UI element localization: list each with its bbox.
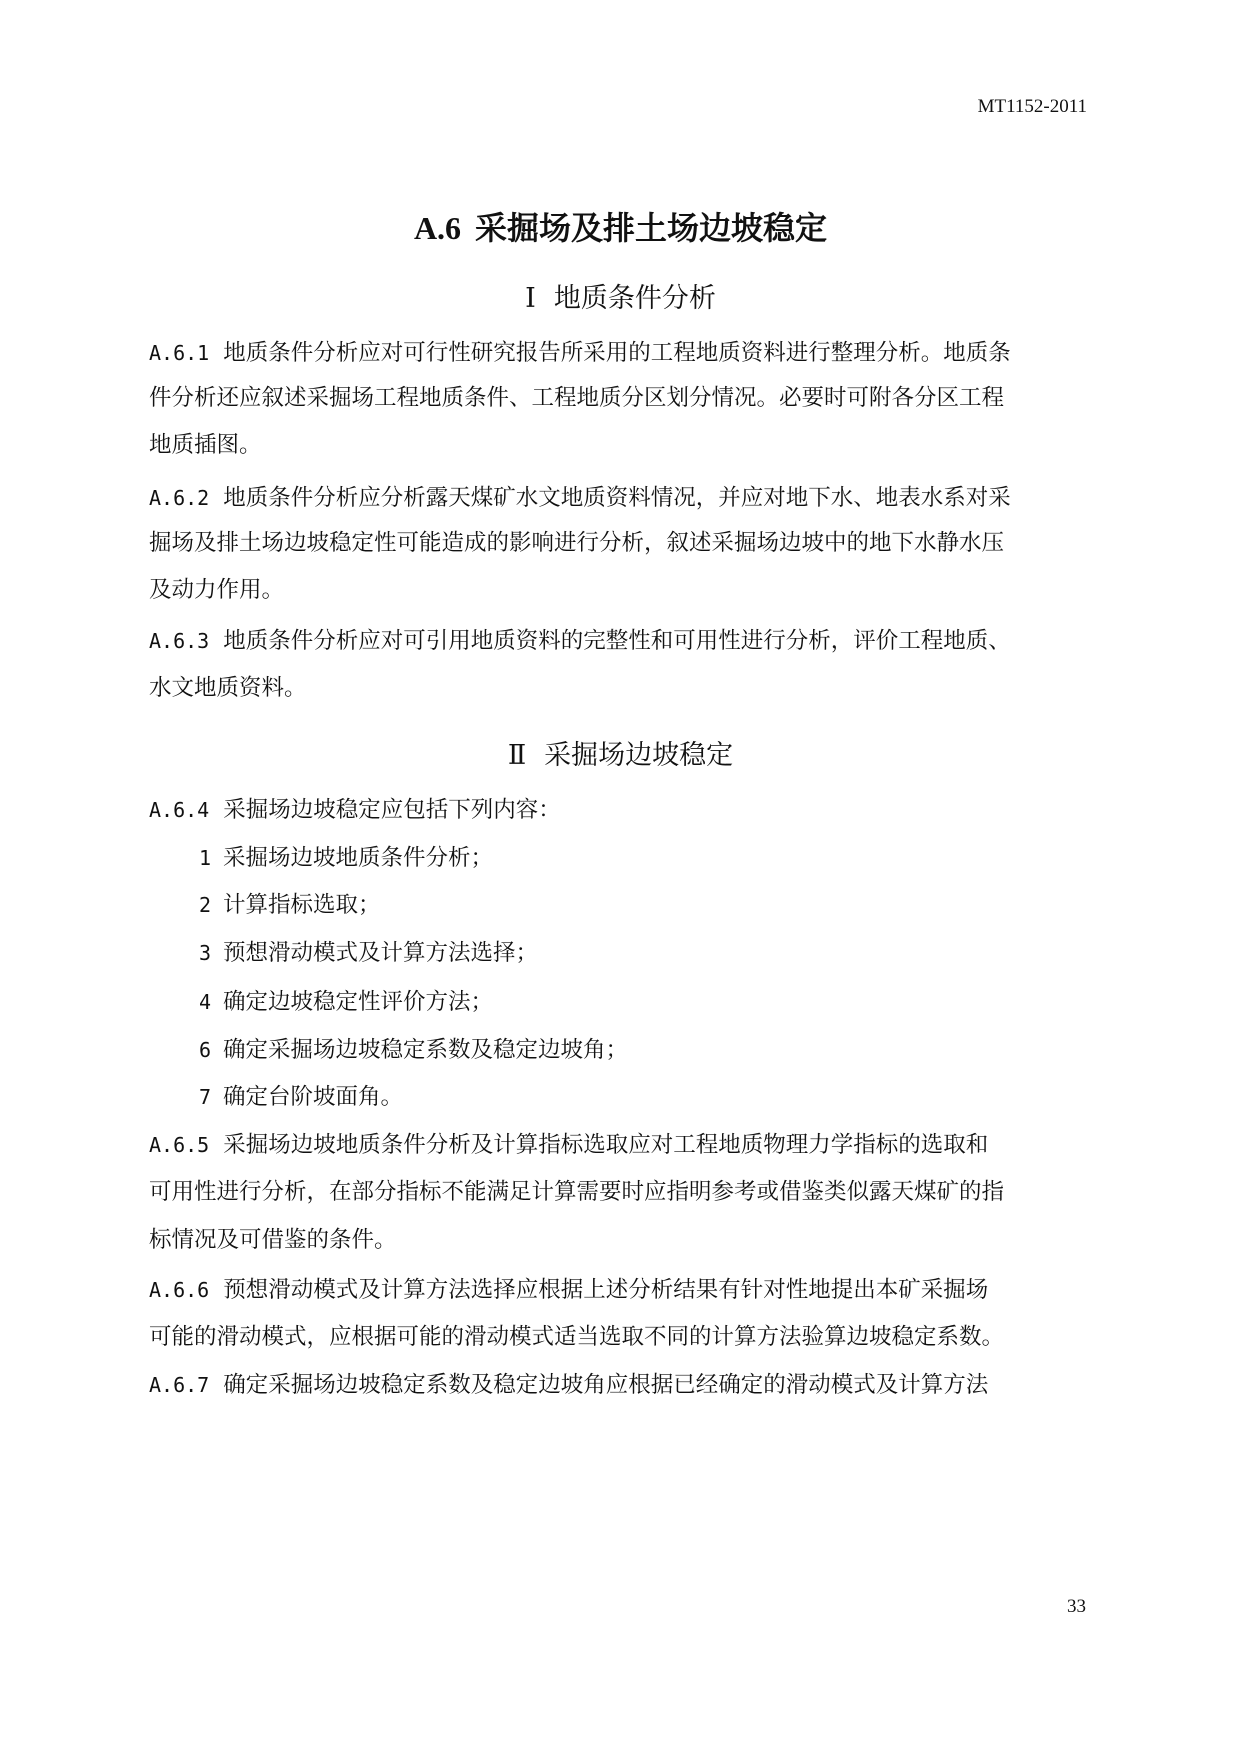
list-item-text: 确定采掘场边坡稳定系数及稳定边坡角；: [223, 1037, 629, 1063]
list-item: [199, 938, 538, 968]
clause-number: A.6.2: [149, 486, 210, 510]
section-1-roman: Ⅰ: [525, 283, 536, 313]
standard-code: MT1152-2011: [977, 96, 1087, 117]
clause-a67-line1: [149, 1370, 1085, 1400]
clause-a66-line1: [149, 1275, 1085, 1305]
section-1-title: 地质条件分析: [553, 283, 716, 314]
clause-text: 采掘场边坡地质条件分析及计算指标选取应对工程地质物理力学指标的选取和: [223, 1132, 989, 1158]
clause-number: A.6.6: [149, 1278, 210, 1302]
clause-text: 地质条件分析应对可引用地质资料的完整性和可用性进行分析，评价工程地质、: [223, 628, 1011, 654]
title-text: 采掘场及排土场边坡稳定: [475, 209, 828, 247]
clause-number: A.6.7: [149, 1373, 210, 1397]
clause-text: 预想滑动模式及计算方法选择应根据上述分析结果有针对性地提出本矿采掘场: [223, 1277, 989, 1303]
list-item-text: 确定台阶坡面角。: [223, 1084, 404, 1110]
clause-a66-line2: [149, 1322, 1085, 1352]
list-item-text: 计算指标选取；: [223, 892, 381, 918]
clause-a61-line2: [149, 383, 1085, 413]
clause-text: 地质条件分析应对可行性研究报告所采用的工程地质资料进行整理分析。地质条: [223, 340, 1011, 366]
clause-a62-line3: [149, 575, 1085, 605]
clause-a64-line1: [149, 795, 1085, 825]
section-heading-1: [0, 276, 1241, 315]
page-title: [0, 203, 1241, 249]
list-item-number: 3: [199, 941, 212, 965]
section-2-title: 采掘场边坡稳定: [544, 740, 734, 771]
clause-a61-line3: [149, 430, 1085, 460]
clause-text: 及动力作用。: [149, 577, 285, 603]
clause-text: 可能的滑动模式，应根据可能的滑动模式适当选取不同的计算方法验算边坡稳定系数。: [149, 1324, 1005, 1350]
clause-text: 确定采掘场边坡稳定系数及稳定边坡角应根据已经确定的滑动模式及计算方法: [223, 1372, 989, 1398]
clause-number: A.6.3: [149, 629, 210, 653]
clause-number: A.6.5: [149, 1133, 210, 1157]
list-item: [199, 843, 493, 873]
clause-a65-line1: [149, 1130, 1085, 1160]
clause-text: 地质插图。: [149, 432, 262, 458]
clause-a65-line3: [149, 1225, 1085, 1255]
clause-text: 可用性进行分析，在部分指标不能满足计算需要时应指明参考或借鉴类似露天煤矿的指: [149, 1179, 1005, 1205]
clause-number: A.6.4: [149, 798, 210, 822]
list-item-number: 6: [199, 1038, 212, 1062]
list-item: [199, 890, 381, 920]
list-item-text: 采掘场边坡地质条件分析；: [223, 845, 494, 871]
clause-text: 掘场及排土场边坡稳定性可能造成的影响进行分析，叙述采掘场边坡中的地下水静水压: [149, 530, 1005, 556]
clause-a62-line2: [149, 528, 1085, 558]
clause-a63-line1: [149, 626, 1085, 656]
list-item-number: 1: [199, 846, 212, 870]
clause-a61-line1: [149, 338, 1085, 368]
list-item-text: 确定边坡稳定性评价方法；: [223, 989, 494, 1015]
list-item: [199, 987, 493, 1017]
clause-text: 件分析还应叙述采掘场工程地质条件、工程地质分区划分情况。必要时可附各分区工程: [149, 385, 1005, 411]
clause-text: 水文地质资料。: [149, 675, 307, 701]
title-number: A.6: [413, 210, 462, 246]
clause-text: 地质条件分析应分析露天煤矿水文地质资料情况，并应对地下水、地表水系对采: [223, 485, 1011, 511]
section-2-roman: Ⅱ: [507, 740, 527, 770]
clause-text: 标情况及可借鉴的条件。: [149, 1227, 397, 1253]
clause-a65-line2: [149, 1177, 1085, 1207]
clause-a62-line1: [149, 483, 1085, 513]
list-item-text: 预想滑动模式及计算方法选择；: [223, 940, 539, 966]
clause-number: A.6.1: [149, 341, 210, 365]
list-item-number: 7: [199, 1085, 212, 1109]
section-heading-2: [0, 733, 1241, 772]
clause-a63-line2: [149, 673, 1085, 703]
list-item: [199, 1035, 628, 1065]
list-item-number: 2: [199, 893, 212, 917]
list-item: [199, 1082, 403, 1112]
page-number: 33: [1067, 1596, 1086, 1617]
list-item-number: 4: [199, 990, 212, 1014]
clause-text: 采掘场边坡稳定应包括下列内容：: [223, 797, 561, 823]
